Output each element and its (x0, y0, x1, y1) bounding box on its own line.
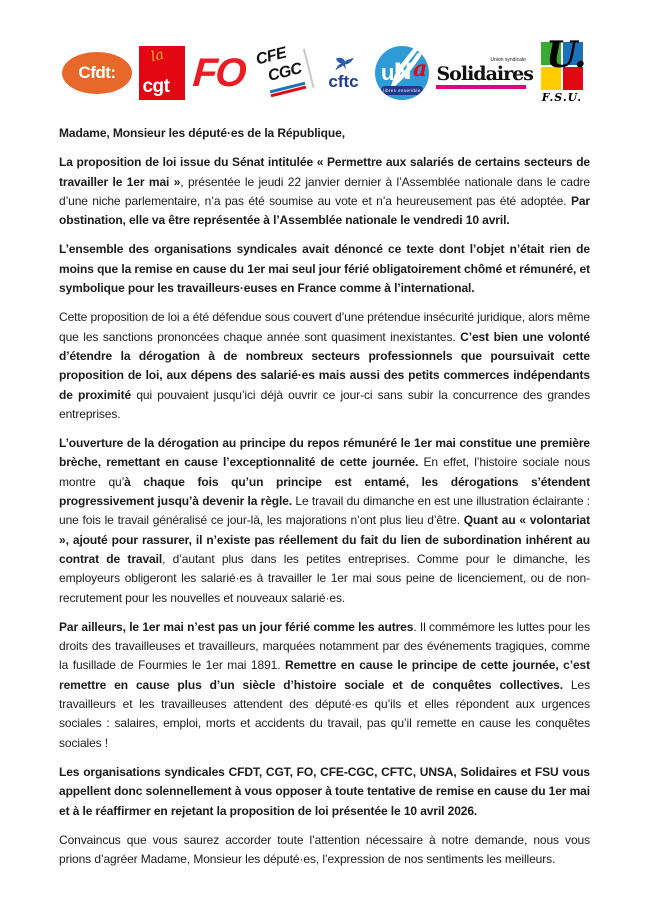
cfdt-oval-icon (62, 52, 132, 94)
fo-logo (193, 53, 245, 93)
fo-label: FO (191, 51, 247, 95)
union-logos-row (62, 34, 590, 106)
unsa-letter-a: a (412, 56, 428, 82)
unsa-circle-icon (375, 46, 429, 100)
unsa-letter-u: u (380, 60, 395, 85)
paragraph-3: Cette proposition de loi a été défendue sous couvert d’une prétendue insécurité juridique, alors même que les sanctions prononcées chaque année sont quasiment inexistantes. C’est bien une volonté d’étendre la dérogation à de nombreux secteurs professionnels que poursuivait cette proposition de loi, aux dépens des salarié·es mais aussi des petits commerces indépendants de proximité qui pouvaient jusqu’ici déjà ouvrir ce jour-ci sans subir la concurrence des grandes entreprises. (59, 310, 590, 421)
solidaires-underline-icon (436, 85, 526, 89)
paragraph-5: Par ailleurs, le 1er mai n’est pas un jour férié comme les autres. Il commémore les luttes pour les droits des travailleuses et travailleurs, marquées notamment par des événements tragiques, comme la fusillade de Fourmies le 1er mai 1891. Remettre en cause le principe de cette journée, c’est remettre en cause plus d’un siècle d’histoire sociale et de conquêtes collectives. Les travailleurs et les travailleuses attendent des député·es qu’ils et elles répondent aux urgences sociales : salaires, emploi, morts et accidents du travail, pas qu’il remette en cause les conquêtes sociales ! (59, 619, 590, 750)
solidaires-small-label: Union syndicale (490, 56, 526, 63)
unsa-letter-n: N (393, 58, 412, 85)
paragraph-2: L’ensemble des organisations syndicales avait dénoncé ce texte dont l’objet n’était rien de moins que la remise en cause du 1er mai seul jour férié obligatoirement chômé et rémunéré, et symbolique pour les travailleurs·euses en France comme à l’international. (59, 242, 590, 296)
paragraph-1: La proposition de loi issue du Sénat intitulée « Permettre aux salariés de certains secteurs de travailler le 1er mai », présentée le jeudi 22 janvier dernier à l’Assemblée nationale dans le cadre d’une niche parlementaire, n’a pas été soumise au vote et n’a heureusement pas été adoptée. Par obstination, elle va être représentée à l’Assemblée nationale le vendredi 10 avril. (59, 155, 590, 228)
unsa-logo (375, 46, 429, 100)
cgt-square-icon (139, 46, 185, 100)
solidaires-logo (436, 56, 533, 89)
cfe-label: CFE (254, 44, 288, 69)
cftc-logo (319, 56, 367, 90)
fsu-sub-label: F.S.U. (541, 91, 583, 104)
letter-body (59, 124, 590, 879)
unsa-banner: libres ensemble (381, 86, 423, 95)
cgc-label: CGC (266, 60, 304, 85)
cgt-label: cgt (142, 76, 170, 97)
cfdt-label: Cfdt: (78, 63, 116, 82)
cgt-script-label: la (149, 46, 167, 66)
fsu-u-label: U. (545, 34, 587, 76)
fsu-squares-icon (541, 34, 587, 90)
cgt-logo (139, 46, 185, 100)
fsu-logo (534, 34, 590, 104)
salutation: Madame, Monsieur les député·es de la République, (59, 126, 345, 140)
paragraph-6: Les organisations syndicales CFDT, CGT, FO, CFE-CGC, CFTC, UNSA, Solidaires et FSU vous appellent donc solennellement à vous opposer à toute tentative de remise en cause du 1er mai et à le réaffirmer en rejetant la proposition de loi présentée le 10 avril 2026. (59, 764, 590, 818)
cfdt-logo (62, 52, 132, 94)
paragraph-4: L’ouverture de la dérogation au principe du repos rémunéré le 1er mai constitue une première brèche, remettant en cause l’exceptionnalité de cette journée. En effet, l’histoire sociale nous montre qu’à chaque fois qu’un principe est entamé, les dérogations s’étendent progressivement jusqu’à devenir la règle. Le travail du dimanche en est une illustration éclairante : une fois le travail généralisé ce jour-là, les majorations n’ont plus lieu d’être. Quant au « volontariat », ajouté pour rassurer, il n’existe pas réellement du fait du lien de subordination inhérent au contrat de travail, d’autant plus dans les petites entreprises. Comme pour le dimanche, les employeurs obligeront les salarié·es à travailler le 1er mai sous peine de licenciement, ou de non-recrutement pour les nouvelles et nouveaux salarié·es. (59, 436, 591, 605)
solidaires-label: Solidaires (436, 62, 533, 85)
cfe-cgc-logo (252, 46, 312, 100)
paragraph-7: Convaincus que vous saurez accorder toute l’attention nécessaire à notre demande, nous vous prions d’agréer Madame, Monsieur les député·es, l’expression de nos sentiments les meilleurs. (59, 832, 590, 867)
cftc-label: cftc (328, 72, 359, 91)
